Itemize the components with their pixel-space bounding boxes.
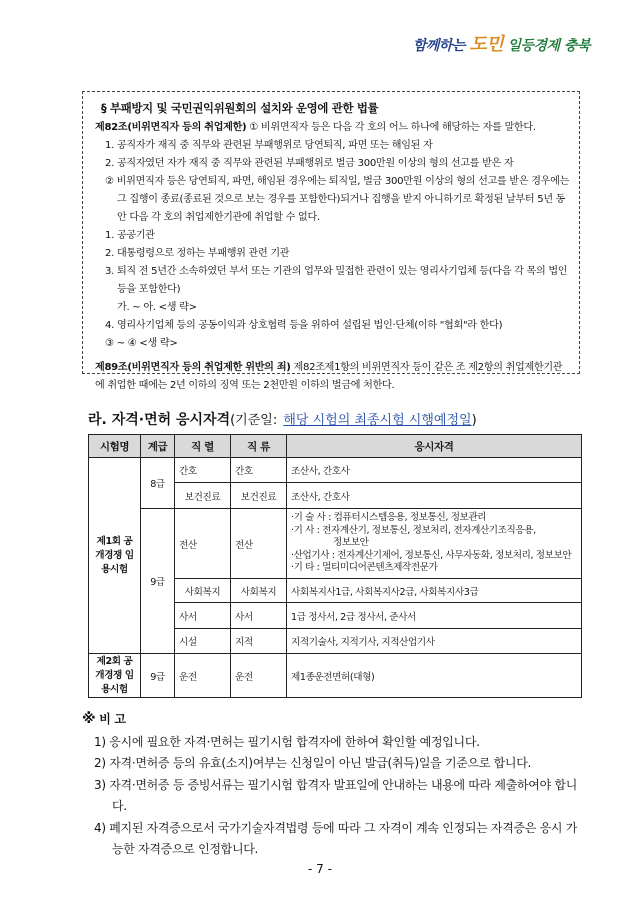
series-it: 전산 [179, 539, 197, 551]
requirement-library: 1급 정사서, 2급 정사서, 준사서 [287, 603, 582, 629]
class-nursing: 간호 [235, 466, 253, 477]
section-heading [88, 409, 477, 429]
series-health: 보건진료 [175, 483, 231, 509]
article-82-para-3: ③ ~ ④ <생 략> [105, 338, 178, 349]
article-82-item-2: 2. 공직자였던 자가 재직 중 직무와 관련된 부패행위로 벌금 300만원 이상의 형의 선고를 받은 자 [105, 158, 514, 169]
requirement-it-line-3: 정보보안 [333, 537, 369, 549]
page-number: - 7 - [308, 862, 332, 876]
class-it: 전산 [235, 539, 253, 551]
basis-date-text: 해당 시험의 최종시험 시행예정일 [283, 413, 472, 428]
series-welfare: 사회복지 [175, 579, 231, 603]
requirement-it-line-5: ·기 타 : 멀티미디어콘텐츠제작전문가 [291, 562, 438, 574]
article-82-para-2-item-3a: 가. ~ 아. <생 략> [117, 302, 197, 313]
requirement-welfare: 사회복지사1급, 사회복지사2급, 사회복지사3급 [287, 579, 582, 603]
logo-text-3: 일등경제 충북 [503, 38, 590, 54]
class-driving: 운전 [235, 671, 253, 683]
requirement-it-line-4: ·산업기사 : 전자계산기제어, 정보통신, 사무자동화, 정보처리, 정보보안 [291, 549, 572, 561]
article-89-heading: 제89조(비위면직자 등의 취업제한 위반의 죄) [95, 362, 291, 373]
article-82-intro [95, 119, 571, 137]
qualification-table [88, 434, 582, 698]
header-requirement: 응시자격 [287, 435, 582, 458]
requirement-it-line-2: ·기 사 : 전자계산기, 정보통신, 정보처리, 전자계산기조직응용, [291, 524, 536, 536]
note-item-1: 1) 응시에 필요한 자격·면허는 필기시험 합격자에 한하여 확인할 예정입니다. [94, 734, 480, 749]
article-89-body: 제82조제1항의 비위면직자 등이 같은 조 제2항의 취업제한기관에 취업한 때에는 2년 이하의 징역 또는 2천만원 이하의 벌금에 처한다. [95, 362, 563, 391]
article-82-para-2-item-4: 4. 영리사기업체 등의 공동이익과 상호협력 등을 위하여 설립된 법인·단체(이하 "협회"라 한다) [105, 320, 503, 331]
law-excerpt-box [82, 91, 580, 391]
table-row [89, 509, 582, 579]
article-89 [95, 359, 571, 395]
requirement-it [287, 509, 582, 579]
notes-section [82, 709, 582, 861]
requirement-health: 조산사, 간호사 [287, 483, 582, 509]
table-row [89, 654, 582, 698]
header-logo [413, 30, 590, 56]
header-class: 직 류 [231, 435, 287, 458]
note-item-2: 2) 자격·면허증 등의 유효(소지)여부는 신청일이 아닌 발급(취득)일을 기준으로 합니다. [94, 756, 532, 770]
law-title: § 부패방지 및 국민권익위원회의 설치와 운영에 관한 법률 [101, 101, 379, 115]
article-82-intro-text: ① 비위면직자 등은 다음 각 호의 어느 하나에 해당하는 자를 말한다. [246, 122, 536, 133]
series-driving: 운전 [179, 671, 197, 683]
grade-8: 8급 [141, 458, 175, 509]
table-row [89, 458, 582, 483]
series-library: 사서 [179, 611, 197, 623]
article-82-heading: 제82조(비위면직자 등의 취업제한) [95, 122, 247, 133]
notes-title: 비 고 [95, 712, 126, 726]
header-grade: 계급 [141, 435, 175, 458]
header-series: 직 렬 [175, 435, 231, 458]
note-item-4: 4) 폐지된 자격증으로서 국가기술자격법령 등에 따라 그 자격이 계속 인정되는 자격증은 응시 가능한 자격증으로 인정합니다. [94, 820, 577, 856]
series-nursing: 간호 [179, 466, 197, 477]
requirement-it-line-1: ·기 술 사 : 컴퓨터시스템응용, 정보통신, 정보관리 [291, 512, 487, 524]
class-cadastral: 지적 [235, 637, 253, 648]
header-exam: 시험명 [89, 435, 141, 458]
article-82-para-2-item-2: 2. 대통령령으로 정하는 부패행위 관련 기관 [105, 248, 290, 259]
article-82-para-2-item-3: 3. 퇴직 전 5년간 소속하였던 부서 또는 기관의 업무와 밀접한 관련이 있는 영리사기업체 등(다음 각 목의 법인 등을 포함한다) [105, 266, 568, 295]
exam-name-1: 제1회 공개경쟁 임용시험 [89, 458, 141, 654]
requirement-cadastral: 지적기술사, 지적기사, 지적산업기사 [287, 629, 582, 654]
class-library: 사서 [235, 611, 253, 623]
notes-heading [82, 709, 582, 731]
basis-open: (기준일: [230, 413, 282, 428]
requirement-driving: 제1종운전면허(대형) [287, 654, 582, 698]
reference-mark-icon: ※ [82, 711, 96, 727]
article-82-item-1: 1. 공직자가 재직 중 직무와 관련된 부패행위로 당연퇴직, 파면 또는 해임된 자 [105, 140, 433, 151]
grade-9: 9급 [141, 509, 175, 654]
basis-close: ) [471, 413, 477, 428]
article-82-para-2-item-1: 1. 공공기관 [105, 230, 155, 241]
note-item-3: 3) 자격·면허증 등 증빙서류는 필기시험 합격자 발표일에 안내하는 내용에 따라 제출하여야 합니다. [94, 777, 577, 813]
grade-9-second: 9급 [141, 654, 175, 698]
logo-text-1: 함께하는 [412, 38, 470, 54]
table-header-row [89, 435, 582, 458]
exam-name-2: 제2회 공개경쟁 임용시험 [89, 654, 141, 698]
class-welfare: 사회복지 [231, 579, 287, 603]
logo-text-2: 도민 [469, 34, 504, 55]
series-facility: 시설 [179, 637, 197, 648]
class-health: 보건진료 [231, 483, 287, 509]
section-title: 라. 자격·면허 응시자격 [88, 412, 231, 428]
article-82-para-2: ② 비위면직자 등은 당연퇴직, 파면, 해임된 경우에는 퇴직일, 벌금 300만원 이상의 형의 선고를 받은 경우에는 그 집행이 종료(종료된 것으로 보는 경우를 포함한다)되거나 집행을 받지 아니하기로 확정된 날부터 5년 동안 다음 각 호의 취업제한기관에 취업할 수 없다. [105, 176, 570, 223]
requirement-nursing: 조산사, 간호사 [287, 458, 582, 483]
